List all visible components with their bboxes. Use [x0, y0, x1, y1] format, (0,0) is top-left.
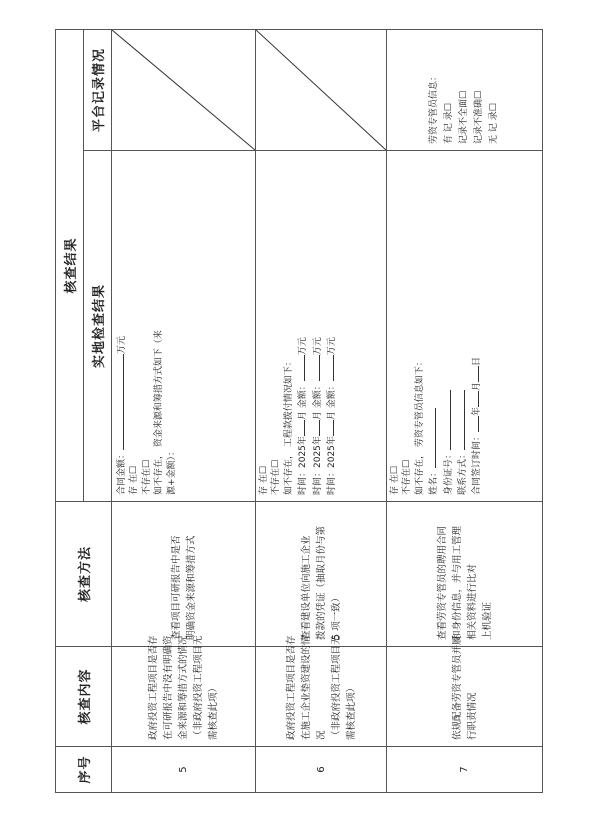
checkbox-exist[interactable]: 存 在☐ — [390, 466, 400, 495]
row-number: 6 — [256, 747, 387, 793]
row-content: 政府投资工程项目是否存 在施工企业垫资建设的情 况 （非政府投资工程项目无 需核查此项） — [256, 647, 387, 747]
row-method: 查看建设单位向施工企业 拨款的凭证（抽取月份与第 5 项一致） — [256, 502, 387, 647]
row-number: 5 — [112, 747, 256, 793]
row-platform-empty — [256, 29, 387, 150]
row-method: 查看项目可研报告中是否 明确资金来源和筹措方式 — [112, 502, 256, 647]
checkbox-exist[interactable]: 存 在☐ — [259, 466, 269, 495]
contact-field[interactable]: 联系方式： — [455, 157, 469, 495]
checkbox-no-record[interactable]: 无 记 录☐ — [489, 103, 499, 144]
inspection-table — [55, 29, 543, 793]
checkbox-exist[interactable]: 存 在☐ — [129, 466, 140, 495]
header-platform: 平台记录情况 — [84, 29, 112, 150]
header-result: 核查结果 — [56, 29, 84, 501]
diagonal-slash — [112, 30, 255, 150]
row-method: 查看劳资专管员的聘用合同 和身份信息，并与用工管理 相关资料进行比对 上机验证 — [387, 502, 543, 647]
checkbox-incomplete-record[interactable]: 记录不全面☐ — [459, 90, 469, 144]
table-row — [112, 29, 256, 792]
row-site-result: 合同金额：万元 存 在☐ 不存在☐ 如不存在， 资金来源和筹措方式如下（来 源+金额）： — [112, 151, 256, 502]
row-content: 依规配备劳资专管员并履 行职责情况 — [387, 647, 543, 747]
name-field[interactable]: 姓名： — [426, 157, 440, 495]
checkbox-not-exist[interactable]: 不存在☐ — [402, 459, 413, 495]
table-row — [256, 29, 387, 792]
row-content: 政府投资工程项目是否存 在可研报告中没有明确资 金来源和筹措方式的情况 （非政府投资工程项目无 需核查此项） — [112, 647, 256, 747]
row-site-result: 存 在☐ 不存在☐ 如不存在， 工程款拨付情况如下： 时间：2025年月 金额：万元 时间：2025年月 金额：万元 时间：2025年月 金额：万元 — [256, 151, 387, 502]
diagonal-slash — [256, 30, 386, 150]
table-row — [387, 29, 543, 792]
row-platform-result: 劳资专管员信息： 有 记 录☐ 记录不全面☐ 记录不准确☐ 无 记 录☐ — [387, 29, 543, 150]
header-site: 实地检查结果 — [84, 151, 112, 502]
checkbox-not-exist[interactable]: 不存在☐ — [141, 459, 152, 495]
rotated-inspection-table — [55, 30, 542, 793]
payment-line: 时间：2025年月 金额：万元 — [295, 157, 309, 495]
payment-line: 时间：2025年月 金额：万元 — [324, 157, 338, 495]
payment-line: 时间：2025年月 金额：万元 — [310, 157, 324, 495]
checkbox-not-exist[interactable]: 不存在☐ — [271, 459, 282, 495]
row-number: 7 — [387, 747, 543, 793]
contract-date-field[interactable]: 合同签订时间：年月日 — [469, 157, 483, 495]
row-site-result: 存 在☐ 不存在☐ 如不存在， 劳资专管员信息如下： 姓名： 身份证号： 联系方式： 合同签订时间：年月日 — [387, 151, 543, 502]
checkbox-inaccurate-record[interactable]: 记录不准确☐ — [474, 90, 484, 144]
checkbox-has-record[interactable]: 有 记 录☐ — [444, 103, 454, 144]
header-num: 序号 — [56, 747, 112, 793]
id-field[interactable]: 身份证号： — [441, 157, 455, 495]
header-content: 核查内容 — [56, 647, 112, 747]
row-platform-empty — [112, 29, 256, 150]
header-method: 核查方法 — [56, 502, 112, 647]
